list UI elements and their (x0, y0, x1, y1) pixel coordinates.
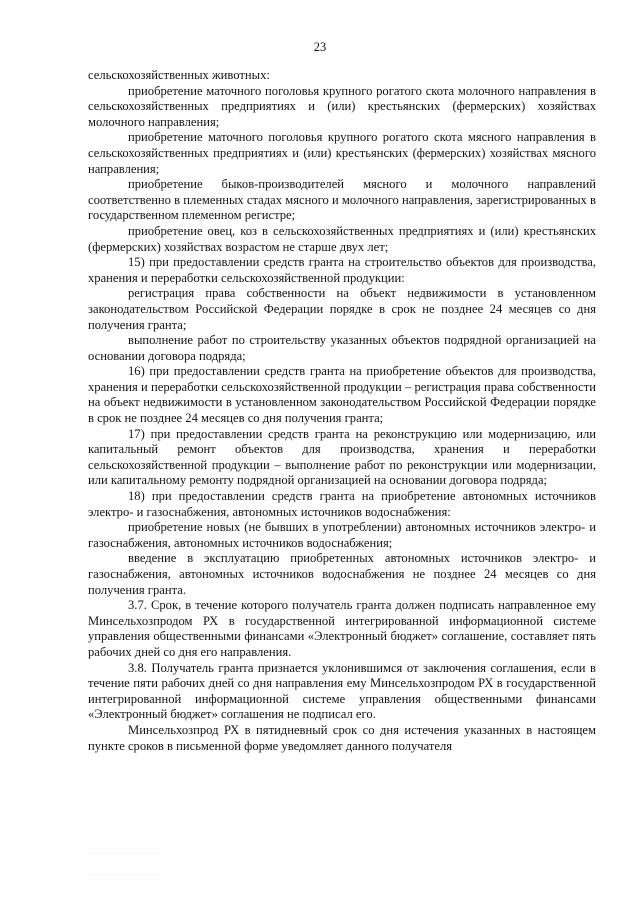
paragraph: введение в эксплуатацию приобретенных автономных источников электро- и газоснабжения, автономных источников водоснабжения не позднее 24 месяцев со дня получения гранта. (88, 551, 596, 597)
paragraph: приобретение маточного поголовья крупного рогатого скота мясного направления в сельскохозяйственных предприятиях и (или) крестьянских (фермерских) хозяйствах мясного направления; (88, 130, 596, 176)
paragraph: 16) при предоставлении средств гранта на приобретение объектов для производства, хранения и переработки сельскохозяйственной продукции – регистрация права собственности на объект недвижимости в установленном законодательством Российской Федерации порядке в срок не позднее 24 месяцев со дня получения гранта; (88, 364, 596, 426)
paragraph: выполнение работ по строительству указанных объектов подрядной организацией на основании договора подряда; (88, 333, 596, 363)
paragraph: 3.7. Срок, в течение которого получатель гранта должен подписать направленное ему Минсельхозпродом РХ в государственной интегрированной информационной системе управления общественными финансами «Электронный бюджет» соглашение, составляет пять рабочих дней со дня его направления. (88, 598, 596, 659)
paragraph: приобретение маточного поголовья крупного рогатого скота молочного направления в сельскохозяйственных предприятиях и (или) крестьянских (фермерских) хозяйствах молочного направления; (88, 83, 596, 129)
paragraph: 15) при предоставлении средств гранта на строительство объектов для производства, хранения и переработки сельскохозяйственной продукции: (88, 255, 596, 285)
paragraph: регистрация права собственности на объект недвижимости в установленном законодательством Российской Федерации порядке в срок не позднее 24 месяцев со дня получения гранта; (88, 286, 596, 332)
paragraph: приобретение быков-производителей мясного и молочного направлений соответственно в племенных стадах мясного и молочного направления, зарегистрированных в государственном племенном регистре; (88, 177, 596, 223)
document-body (88, 68, 596, 754)
paragraph: приобретение овец, коз в сельскохозяйственных предприятиях и (или) крестьянских (фермерских) хозяйствах возрастом не старше двух лет; (88, 223, 596, 254)
paragraph: 17) при предоставлении средств гранта на реконструкцию или модернизацию, или капитальный ремонт объектов для производства, хранения и переработки сельскохозяйственной продукции – выполнение работ по реконструкции или модернизации, или капитальному ремонту подрядной организацией на основании договора подряда; (88, 426, 596, 488)
paragraph: 18) при предоставлении средств гранта на приобретение автономных источников электро- и газоснабжения, автономных источников водоснабжения: (88, 489, 596, 519)
faint-stamp-mark (90, 852, 160, 876)
paragraph: приобретение новых (не бывших в употреблении) автономных источников электро- и газоснабжения, автономных источников водоснабжения; (88, 520, 596, 550)
paragraph: Минсельхозпрод РХ в пятидневный срок со дня истечения указанных в настоящем пункте сроков в письменной форме уведомляет данного получателя (88, 722, 596, 753)
page-number: 23 (313, 40, 327, 54)
paragraph: 3.8. Получатель гранта признается уклонившимся от заключения соглашения, если в течение пяти рабочих дней со дня направления ему Минсельхозпродом РХ в государственной интегрированной информационной системе управления общественными финансами «Электронный бюджет» соглашения не подписал его. (88, 660, 596, 722)
paragraph: сельскохозяйственных животных: (88, 68, 270, 82)
